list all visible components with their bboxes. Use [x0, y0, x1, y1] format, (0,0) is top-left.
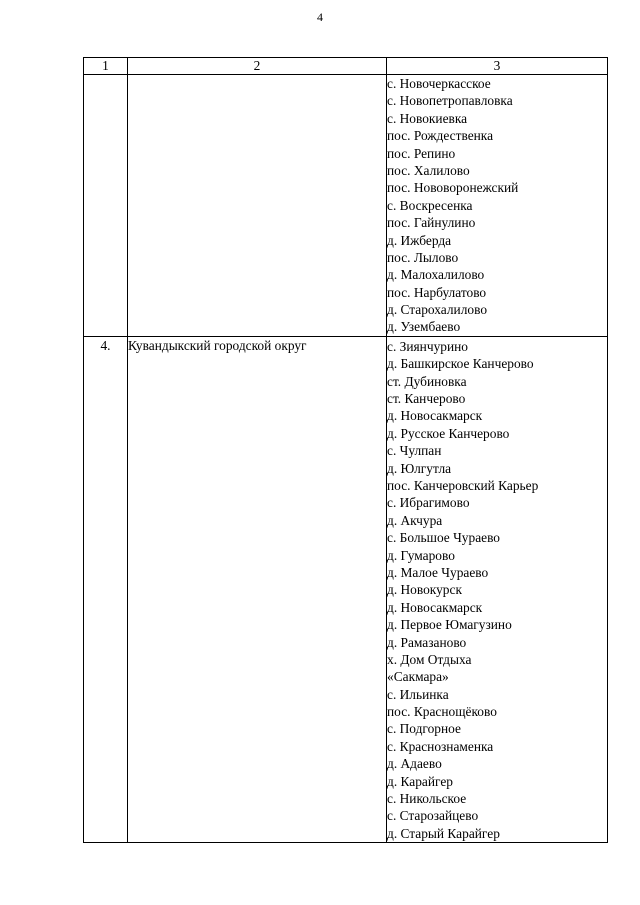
settlement-item: «Сакмара» — [387, 669, 449, 685]
settlement-item: д. Новокурск — [387, 582, 462, 598]
settlement-item: х. Дом Отдыха — [387, 651, 472, 667]
settlement-item: пос. Нарбулатово — [387, 284, 487, 300]
settlement-item: с. Новокиевка — [387, 110, 468, 126]
table-row — [84, 75, 608, 337]
settlement-item: д. Ижберда — [387, 232, 452, 248]
settlement-item: д. Малохалилово — [387, 267, 485, 283]
settlement-item: д. Юлгутла — [387, 460, 452, 476]
settlement-item: с. Старозайцево — [387, 808, 479, 824]
settlement-item: д. Новосакмарск — [387, 408, 483, 424]
settlement-item: ст. Канчерово — [387, 391, 466, 407]
settlement-item: д. Карайгер — [387, 773, 453, 789]
row-number — [84, 75, 128, 337]
settlement-item: д. Старый Карайгер — [387, 825, 500, 841]
settlement-item: д. Узембаево — [387, 319, 461, 335]
column-header-number: 1 — [84, 58, 128, 75]
settlement-item: д. Акчура — [387, 512, 443, 528]
settlement-item: с. Ильинка — [387, 686, 449, 702]
settlement-item: с. Большое Чураево — [387, 530, 501, 546]
settlement-item: пос. Краснощёково — [387, 704, 497, 720]
settlement-item: д. Адаево — [387, 756, 442, 772]
settlement-item: с. Никольское — [387, 791, 467, 807]
column-header-settlements: 3 — [387, 58, 608, 75]
settlement-item: с. Подгорное — [387, 721, 461, 737]
page-number: 4 — [317, 10, 323, 24]
settlement-item: пос. Лылово — [387, 249, 459, 265]
column-header-district: 2 — [128, 58, 387, 75]
settlement-item: с. Новопетропавловка — [387, 93, 513, 109]
row-number: 4. — [84, 336, 128, 842]
settlement-item: д. Малое Чураево — [387, 564, 489, 580]
settlement-item: с. Чулпан — [387, 443, 442, 459]
settlement-item: д. Новосакмарск — [387, 599, 483, 615]
table-row — [84, 336, 608, 842]
settlement-item: пос. Халилово — [387, 162, 470, 178]
settlements-table — [83, 57, 608, 843]
settlement-item: д. Первое Юмагузино — [387, 617, 512, 633]
settlements-list — [387, 75, 608, 337]
settlement-item: с. Воскресенка — [387, 197, 473, 213]
settlement-item: д. Русское Канчерово — [387, 425, 510, 441]
settlement-item: пос. Канчеровский Карьер — [387, 477, 539, 493]
settlement-item: с. Ибрагимово — [387, 495, 470, 511]
settlement-item: пос. Нововоронежский — [387, 180, 519, 196]
table-header-row — [84, 58, 608, 75]
settlement-item: д. Гумарово — [387, 547, 455, 563]
settlement-item: с. Зиянчурино — [387, 338, 468, 354]
settlement-item: д. Башкирское Канчерово — [387, 356, 534, 372]
settlement-item: пос. Репино — [387, 145, 456, 161]
district-name — [128, 75, 387, 337]
settlement-item: с. Новочеркасское — [387, 76, 491, 91]
district-name: Кувандыкский городской округ — [128, 336, 387, 842]
settlement-item: пос. Гайнулино — [387, 215, 476, 231]
settlement-item: с. Краснознаменка — [387, 738, 494, 754]
settlement-item: пос. Рождественка — [387, 128, 494, 144]
settlements-list — [387, 336, 608, 842]
settlement-item: д. Старохалилово — [387, 302, 488, 318]
settlement-item: д. Рамазаново — [387, 634, 467, 650]
settlement-item: ст. Дубиновка — [387, 373, 467, 389]
